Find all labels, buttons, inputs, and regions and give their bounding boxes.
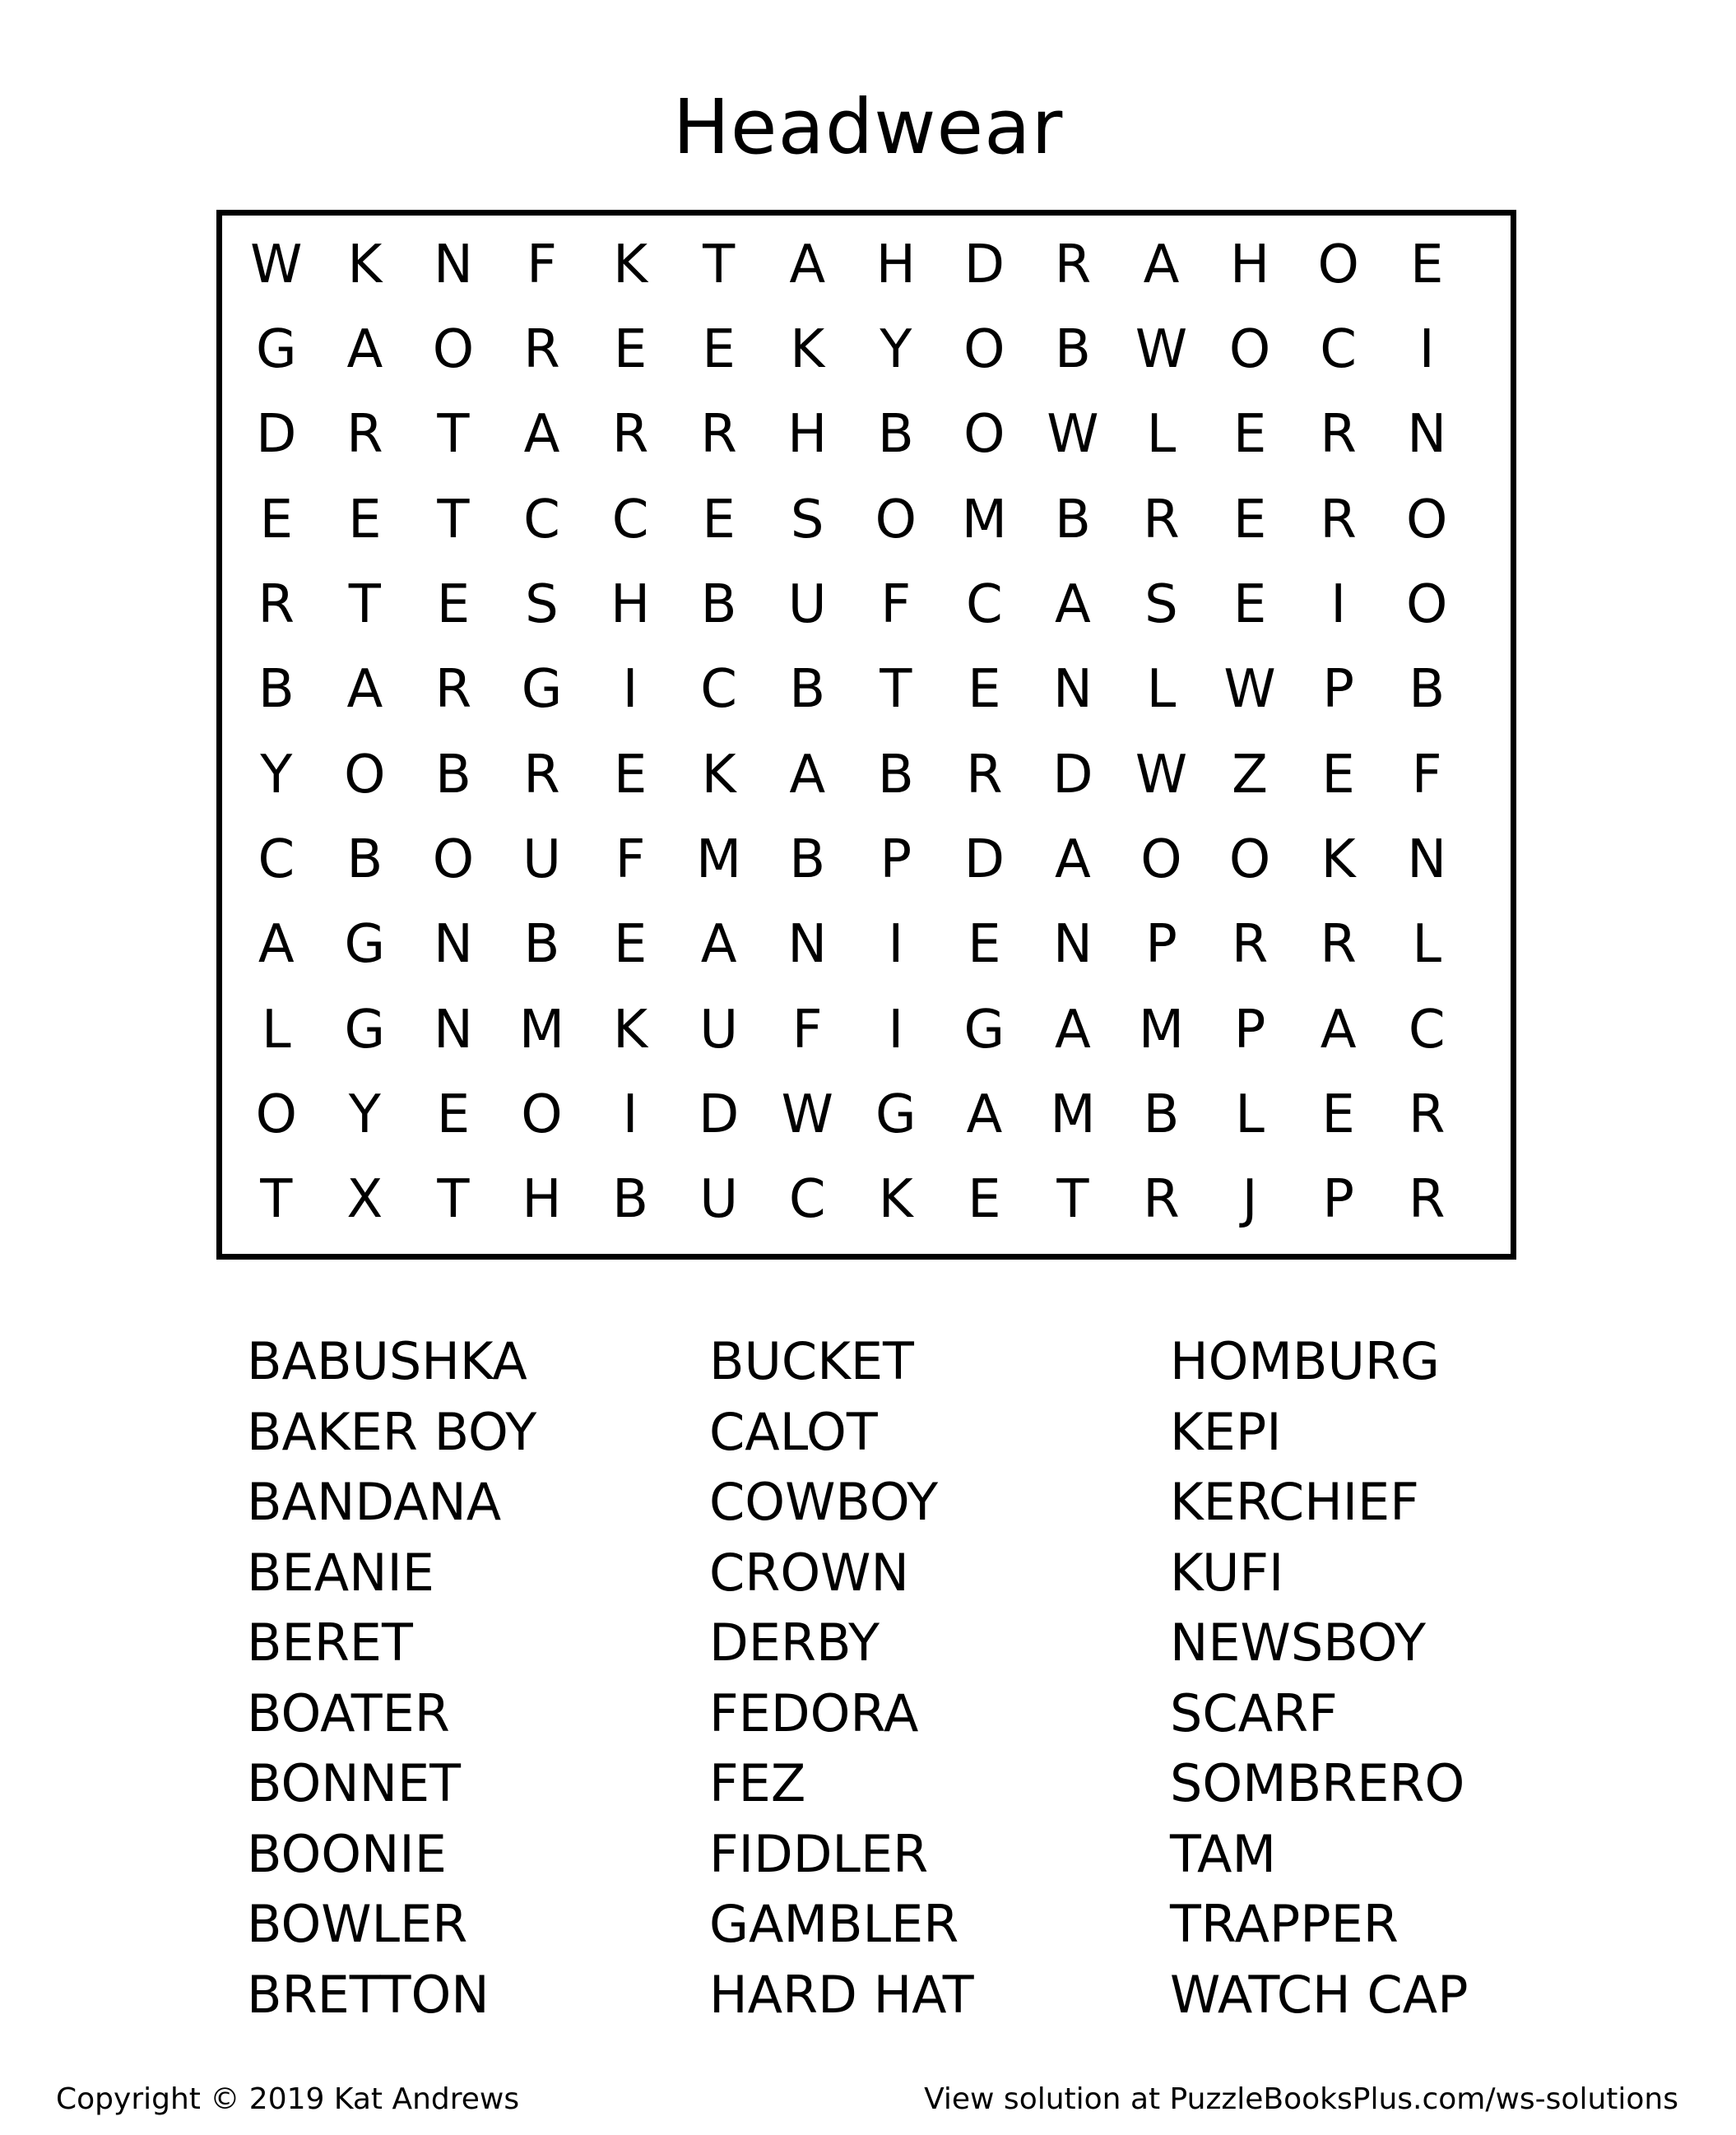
grid-letter: R — [966, 744, 1003, 805]
word-list-item: SOMBRERO — [1170, 1753, 1465, 1813]
grid-letter: E — [259, 489, 293, 550]
grid-letter: D — [963, 828, 1005, 890]
grid-letter: A — [346, 659, 383, 721]
grid-letter: B — [258, 659, 295, 721]
grid-letter: C — [1320, 318, 1357, 380]
word-list-item: GAMBLER — [709, 1894, 959, 1954]
grid-letter: Y — [260, 744, 293, 805]
grid-letter: E — [436, 573, 471, 635]
grid-letter: K — [613, 999, 648, 1061]
grid-letter: Z — [1232, 744, 1268, 805]
grid-letter: B — [877, 744, 914, 805]
grid-letter: X — [346, 1169, 383, 1231]
grid-letter: L — [1146, 659, 1177, 721]
grid-letter: S — [790, 489, 824, 550]
word-list-item: BOATER — [247, 1682, 450, 1743]
word-list-item: BOONIE — [247, 1823, 447, 1884]
grid-letter: F — [791, 999, 823, 1061]
word-list-item: BONNET — [247, 1753, 462, 1813]
grid-letter: L — [1235, 1084, 1265, 1145]
grid-letter: O — [875, 489, 917, 550]
grid-letter: R — [1320, 914, 1357, 976]
grid-letter: O — [1228, 318, 1271, 380]
grid-letter: O — [1228, 828, 1271, 890]
grid-letter: R — [346, 404, 383, 466]
grid-letter: A — [1143, 234, 1180, 295]
word-list-item: BAKER BOY — [247, 1401, 537, 1462]
grid-letter: T — [437, 404, 470, 466]
grid-letter: M — [518, 999, 565, 1061]
grid-letter: B — [612, 1169, 649, 1231]
grid-letter: O — [521, 1084, 563, 1145]
grid-letter: A — [1055, 999, 1091, 1061]
grid-letter: I — [888, 999, 904, 1061]
word-list-column-1 — [247, 1326, 691, 2030]
grid-letter: K — [347, 234, 383, 295]
grid-letter: T — [437, 489, 470, 550]
grid-letter: K — [701, 744, 736, 805]
grid-letter: G — [344, 914, 386, 976]
puzzle-grid — [232, 222, 1471, 1242]
grid-letter: E — [1232, 404, 1267, 466]
word-list-item: BANDANA — [247, 1472, 502, 1532]
grid-letter: W — [1135, 318, 1188, 380]
grid-letter: T — [437, 1169, 470, 1231]
grid-letter: G — [963, 999, 1005, 1061]
grid-letter: O — [1317, 234, 1359, 295]
grid-letter: D — [698, 1084, 740, 1145]
word-list-item: CROWN — [709, 1542, 909, 1603]
grid-letter: E — [968, 914, 1001, 976]
grid-letter: I — [1330, 573, 1347, 635]
grid-letter: B — [434, 744, 471, 805]
grid-letter: K — [790, 318, 825, 380]
grid-letter: U — [699, 999, 739, 1061]
grid-letter: G — [344, 999, 386, 1061]
grid-letter: R — [1320, 489, 1357, 550]
grid-letter: M — [1050, 1084, 1096, 1145]
grid-letter: B — [1054, 318, 1091, 380]
grid-letter: B — [1143, 1084, 1180, 1145]
grid-letter: W — [1047, 404, 1099, 466]
grid-letter: U — [699, 1169, 739, 1231]
grid-letter: R — [1143, 489, 1180, 550]
grid-letter: A — [523, 404, 560, 466]
grid-letter: C — [966, 573, 1003, 635]
grid-letter: A — [1320, 999, 1357, 1061]
grid-letter: M — [1138, 999, 1185, 1061]
grid-letter: I — [888, 914, 904, 976]
grid-letter: P — [1233, 999, 1266, 1061]
grid-letter: I — [622, 1084, 638, 1145]
word-list-item: WATCH CAP — [1170, 1964, 1469, 2025]
word-list-column-3 — [1170, 1326, 1614, 2030]
word-list-item: KUFI — [1170, 1542, 1284, 1603]
grid-letter: D — [963, 234, 1005, 295]
grid-letter: N — [433, 999, 473, 1061]
word-list-item: DERBY — [709, 1613, 880, 1673]
grid-letter: N — [1407, 828, 1447, 890]
grid-letter: B — [789, 659, 826, 721]
grid-letter: O — [1406, 489, 1448, 550]
grid-letter: H — [522, 1169, 562, 1231]
grid-letter: K — [613, 234, 648, 295]
grid-letter: O — [432, 318, 475, 380]
grid-letter: R — [1054, 234, 1092, 295]
grid-letter: R — [258, 573, 295, 635]
grid-letter: W — [1135, 744, 1188, 805]
grid-letter: C — [1408, 999, 1446, 1061]
grid-letter: G — [255, 318, 297, 380]
grid-letter: N — [433, 234, 473, 295]
grid-letter: E — [613, 744, 648, 805]
grid-letter: N — [1052, 914, 1093, 976]
grid-letter: F — [615, 828, 646, 890]
grid-letter: L — [1146, 404, 1177, 466]
grid-letter: E — [1321, 744, 1355, 805]
grid-letter: C — [611, 489, 649, 550]
grid-letter: R — [1320, 404, 1357, 466]
grid-letter: U — [522, 828, 561, 890]
word-list-item: HOMBURG — [1170, 1331, 1440, 1391]
grid-letter: I — [1418, 318, 1435, 380]
word-list-item: FEZ — [709, 1753, 806, 1813]
grid-letter: O — [1406, 573, 1448, 635]
grid-letter: N — [1407, 404, 1447, 466]
word-list-item: BERET — [247, 1613, 413, 1673]
grid-letter: O — [344, 744, 386, 805]
grid-letter: F — [1411, 744, 1442, 805]
solution-link-text: View solution at PuzzleBooksPlus.com/ws-solutions — [924, 2082, 1678, 2116]
grid-letter: I — [622, 659, 638, 721]
word-list-item: BRETTON — [247, 1964, 490, 2025]
grid-letter: S — [525, 573, 559, 635]
grid-letter: P — [880, 828, 912, 890]
grid-letter: K — [1321, 828, 1356, 890]
grid-letter: O — [1140, 828, 1182, 890]
grid-letter: P — [1322, 1169, 1354, 1231]
grid-letter: E — [436, 1084, 471, 1145]
grid-letter: R — [523, 318, 560, 380]
grid-letter: R — [1408, 1169, 1446, 1231]
word-list-item: HARD HAT — [709, 1964, 974, 2025]
grid-letter: B — [1054, 489, 1091, 550]
grid-letter: J — [1242, 1169, 1258, 1231]
word-list-item: BEANIE — [247, 1542, 434, 1603]
grid-letter: K — [878, 1169, 913, 1231]
word-list-item: COWBOY — [709, 1472, 939, 1532]
grid-letter: E — [348, 489, 382, 550]
word-list-item: BABUSHKA — [247, 1331, 527, 1391]
grid-letter: B — [877, 404, 914, 466]
grid-letter: T — [880, 659, 912, 721]
grid-letter: O — [432, 828, 475, 890]
page-title: Headwear — [672, 83, 1064, 171]
grid-letter: S — [1144, 573, 1178, 635]
grid-letter: B — [523, 914, 560, 976]
grid-letter: G — [521, 659, 563, 721]
grid-letter: B — [1409, 659, 1446, 721]
grid-letter: Y — [348, 1084, 381, 1145]
grid-letter: C — [700, 659, 737, 721]
grid-letter: R — [1143, 1169, 1180, 1231]
grid-letter: A — [789, 234, 826, 295]
word-list-item: FEDORA — [709, 1682, 919, 1743]
grid-letter: E — [1232, 489, 1267, 550]
grid-letter: A — [966, 1084, 1003, 1145]
word-list-item: SCARF — [1170, 1682, 1338, 1743]
word-list-item: NEWSBOY — [1170, 1613, 1426, 1673]
grid-letter: A — [258, 914, 295, 976]
grid-letter: E — [702, 489, 736, 550]
grid-letter: E — [1232, 573, 1267, 635]
grid-letter: H — [787, 404, 828, 466]
grid-letter: C — [788, 1169, 826, 1231]
grid-letter: T — [703, 234, 736, 295]
grid-letter: M — [961, 489, 1007, 550]
grid-letter: T — [348, 573, 381, 635]
grid-letter: P — [1145, 914, 1177, 976]
grid-letter: W — [781, 1084, 833, 1145]
grid-letter: R — [523, 744, 560, 805]
word-list-column-2 — [709, 1326, 1153, 2030]
grid-letter: A — [1055, 828, 1091, 890]
grid-letter: E — [702, 318, 736, 380]
grid-letter: D — [256, 404, 297, 466]
word-list-item: KERCHIEF — [1170, 1472, 1419, 1532]
grid-letter: R — [1408, 1084, 1446, 1145]
grid-letter: F — [880, 573, 912, 635]
grid-letter: O — [963, 404, 1005, 466]
grid-letter: M — [696, 828, 742, 890]
grid-letter: F — [527, 234, 557, 295]
grid-letter: B — [789, 828, 826, 890]
grid-letter: O — [963, 318, 1005, 380]
grid-letter: N — [1052, 659, 1093, 721]
grid-letter: E — [613, 914, 648, 976]
grid-letter: H — [875, 234, 916, 295]
word-list-item: FIDDLER — [709, 1823, 929, 1884]
word-list-item: BUCKET — [709, 1331, 914, 1391]
grid-letter: N — [787, 914, 828, 976]
word-list-item: TAM — [1170, 1823, 1276, 1884]
grid-letter: A — [789, 744, 826, 805]
grid-letter: A — [346, 318, 383, 380]
word-list-item: BOWLER — [247, 1894, 468, 1954]
grid-letter: H — [610, 573, 651, 635]
grid-letter: R — [434, 659, 472, 721]
grid-letter: A — [1055, 573, 1091, 635]
word-list-item: TRAPPER — [1170, 1894, 1399, 1954]
grid-letter: R — [700, 404, 737, 466]
grid-letter: R — [1231, 914, 1269, 976]
grid-letter: T — [1056, 1169, 1089, 1231]
grid-letter: E — [968, 1169, 1001, 1231]
grid-letter: E — [1409, 234, 1444, 295]
grid-letter: E — [968, 659, 1001, 721]
grid-letter: W — [1223, 659, 1276, 721]
grid-letter: Y — [880, 318, 912, 380]
word-list-item: CALOT — [709, 1401, 878, 1462]
grid-letter: C — [523, 489, 560, 550]
grid-letter: H — [1230, 234, 1270, 295]
grid-letter: A — [700, 914, 737, 976]
grid-letter: D — [1052, 744, 1093, 805]
grid-letter: B — [346, 828, 383, 890]
grid-letter: W — [250, 234, 303, 295]
grid-letter: U — [787, 573, 827, 635]
grid-letter: P — [1322, 659, 1354, 721]
grid-letter: E — [1321, 1084, 1355, 1145]
copyright-notice: Copyright © 2019 Kat Andrews — [56, 2082, 520, 2116]
grid-letter: T — [260, 1169, 293, 1231]
grid-letter: R — [611, 404, 649, 466]
word-list-item: KEPI — [1170, 1401, 1282, 1462]
grid-letter: B — [700, 573, 737, 635]
word-list — [247, 1326, 1563, 2034]
grid-letter: L — [1412, 914, 1442, 976]
grid-letter: L — [261, 999, 291, 1061]
grid-letter: O — [255, 1084, 297, 1145]
grid-letter: C — [258, 828, 295, 890]
grid-letter: N — [433, 914, 473, 976]
grid-letter: G — [875, 1084, 917, 1145]
grid-letter: E — [613, 318, 648, 380]
